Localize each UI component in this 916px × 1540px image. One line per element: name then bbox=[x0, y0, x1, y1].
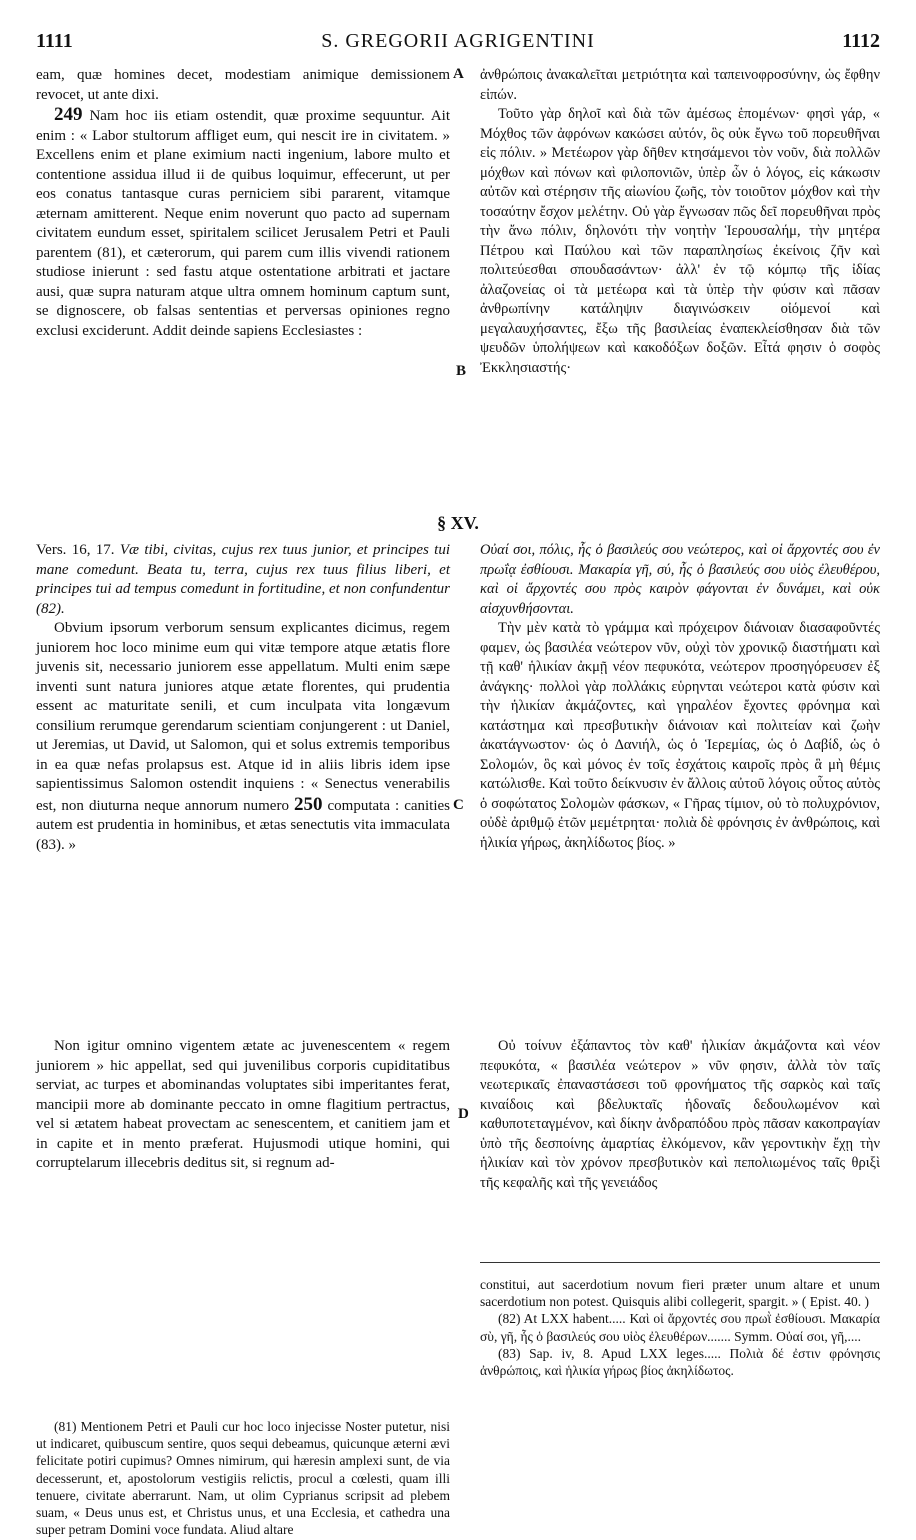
margin-marker-d: D bbox=[458, 1106, 469, 1122]
margin-marker-a: A bbox=[453, 66, 464, 82]
latin-text: Obvium ipsorum verborum sensum explicantes dicimus, regem juniorem hoc loco minime eum qui vitæ tempore atque ætatis flore juvenis sit, necessario juniorem esse appellatum. Multi enim sæpe inventi sunt natura juniores atque ætate florentes, qui prudentia essent ac maturitate senili, et cum inculpata vita longævum consilium rerumque gerendarum scientiam conjungerent : ut Daniel, ut Jeremias, ut David, ut Salomon, qui et solus extremis temporibus in ea quæ nefas prolapsus est. Atque id in aliis libris idem ipse sapientissimus Salomon ostendit inquiens : « Senectus venerabilis est, non diuturna neque annorum numero bbox=[36, 620, 450, 814]
page-header bbox=[36, 30, 880, 58]
paragraph-number: 249 bbox=[54, 104, 83, 125]
page-number-right: 1112 bbox=[842, 30, 880, 52]
section-heading: § XV. bbox=[437, 513, 479, 533]
latin-paragraph-249 bbox=[36, 105, 450, 341]
latin-column-block1 bbox=[36, 66, 450, 341]
latin-column-block2 bbox=[36, 541, 450, 855]
greek-paragraph: Οὐ τοίνυν ἐξάπαντος τὸν καθ' ἡλικίαν ἀκμάζοντα καὶ νέον πεφυκότα, « βασιλέα νεώτερον » νῦν φησιν, ἀλλὰ τὸν ταῖς νεωτερικαῖς ἐπαναστάσεσι τοῦ φρονήματος τῆς σαρκὸς καὶ ταῖς κιναίδοις καὶ βδελυκταῖς ἡδοναῖς δεδουλωμένον καὶ καθυποτεταγμένον, καὶ δίκην ἀνδραπόδου πρὸς πᾶσαν κακοπραγίαν ὑπὸ τῆς δεσποίνης ἁμαρτίας ἑλκόμενον, κἂν γεροντικὴν ἔχῃ τὴν ἡλικίαν καὶ τὸν χρόνον πρεσβυτικὸν καὶ πεπολιωμένος ταῖς θριξὶ τῆς κεφαλῆς καὶ τῆς γενειάδος bbox=[480, 1038, 880, 1191]
footnotes-left bbox=[36, 1418, 450, 1538]
verse-quotation bbox=[36, 541, 450, 619]
latin-paragraph-250 bbox=[36, 619, 450, 855]
greek-verse-quotation: Οὐαί σοι, πόλις, ἧς ὁ βασιλεύς σου νεώτερος, καὶ οἱ ἄρχοντές σου ἐν πρωΐᾳ ἐσθίουσι. Μακαρία γῆ, σύ, ἧς ὁ βασιλεύς σου υἱὸς ἐλευθέρου, καὶ οἱ ἄρχοντές σου πρὸς καιρὸν φάγονται ἐν δυνάμει, καὶ οὐκ αἰσχυνθήσονται. bbox=[480, 542, 880, 617]
page-number-left: 1111 bbox=[36, 30, 73, 52]
latin-paragraph: Non igitur omnino vigentem ætate ac juvenescentem « regem juniorem » hic appellat, sed qui juvenilibus corporis cupiditatibus serviat, ac turpes et abominandas voluptates sibi imperitantes ferat, mancipii more ab dominante peccato in omne flagitium pertractus, vel si ætatem habeat provectam ac senescentem, et canitiem jam et in capite et in mento præferat. Hujusmodi utique homini, qui corruptelarum illecebris deditus sit, si regnum ad- bbox=[36, 1038, 450, 1171]
footnote-82: (82) At LXX habent..... Καὶ οἱ ἄρχοντές σου πρωῒ ἐσθίουσι. Μακαρία σὺ, γῆ, ἧς ὁ βασιλεύς σου υἱὸς ἐλευθέρων....... Symm. Οὐαί σοι, γῆ,.... bbox=[480, 1311, 880, 1344]
footnotes-right bbox=[480, 1276, 880, 1379]
verse-text: Væ tibi, civitas, cujus rex tuus junior, et principes tui mane comedunt. Beata tu, terra, cujus rex tuus filius liberi, et principes tui ad tempus comedunt in fortitudine, et non confundentur (82). bbox=[36, 542, 450, 617]
margin-marker-c: C bbox=[453, 797, 464, 813]
greek-column-block2 bbox=[480, 541, 880, 853]
greek-column-block1 bbox=[480, 66, 880, 378]
running-title: S. GREGORII AGRIGENTINI bbox=[321, 30, 595, 52]
footnote-83: (83) Sap. iv, 8. Apud LXX leges..... Πολιὰ δέ ἐστιν φρόνησις ἀνθρώποις, καὶ ἡλικία γήρως βίος ἀκηλίδωτος. bbox=[480, 1345, 880, 1379]
footnote-81-continued: constitui, aut sacerdotium novum fieri præter unum altare et unum sacerdotium non potest. Quisquis alibi collegerit, spargit. » ( Epist. 40. ) bbox=[480, 1277, 880, 1310]
greek-paragraph: Τοῦτο γὰρ δηλοῖ καὶ διὰ τῶν ἀμέσως ἑπομένων· φησὶ γάρ, « Μόχθος τῶν ἀφρόνων κακώσει αὐτόν, ὃς οὐκ ἔγνω τοῦ πορευθῆναι εἰς πόλιν. » Μετέωρον γὰρ δῆθεν κτησάμενοι τὸν νοῦν, διὰ πολλῶν μόχθων καὶ πόνων καὶ φιλοπονιῶν, ὑπὲρ ὧν ὁ λόγος, εἰς κάκωσιν αὐτῶν καὶ στέρησιν τῆς αἰωνίου ζωῆς, τὸν τοιοῦτον μόχθον καὶ τὴν τοσαύτην ἔσχον μελέτην. Οὐ γὰρ ἔγνωσαν πῶς δεῖ πορευθῆναι πρὸς τὴν ἄνω πόλιν, δηλονότι τὴν νοητὴν Ἱερουσαλήμ, τὴν μητέρα Πέτρου καὶ Παύλου καὶ τῶν παραπλησίως ἐκείνοις ζῆν καὶ πολιτεύεσθαι σπουδασάντων· ἀλλ' ἐν τῷ κόμπῳ τῆς ἰδίας ἀλαζονείας οἱ τὰ μετέωρα καὶ τὰ ὑπὲρ τὴν φύσιν καὶ πᾶσαν ἀνθρωπίνην κατάληψιν διαγινώσκειν οἰόμενοί καὶ μεγαλαυχήσαντες, ἔξω τῆς βασιλείας ἐναπεκλείσθησαν διὰ τῶν ψευδῶν ὑπολήψεων καὶ κακοδόξων δοξῶν. Εἶτά φησιν ὁ σοφὸς Ἐκκλησιαστής· bbox=[480, 106, 880, 376]
verse-label: Vers. 16, 17. bbox=[36, 542, 115, 558]
greek-paragraph: Τὴν μὲν κατὰ τὸ γράμμα καὶ πρόχειρον διάνοιαν διασαφοῦντές φαμεν, ὡς βασιλέα νεώτερον νῦν, οὐχὶ τὸν χρονικῷ διαστήματι καὶ τῇ καθ' ἡλικίαν ἀκμῇ νέον πεφυκότα, νεώτερον προσηγόρευσεν ἐξ ἀνάγκης· πολλοὶ γὰρ πολλάκις εὑρηνται νεώτεροι κατὰ φύσιν καὶ τὴν ἡλικίαν ἀκμάζοντες, καὶ γηραλέον ἔχοντες φρόνημα καὶ κατάστημα καὶ πρεσβυτικὴν διάνοιαν καὶ πολιτείαν καὶ ζωὴν ἀκατάγνωστον· ὡς ὁ Δανιήλ, ὡς ὁ Ἱερεμίας, ὡς ὁ Δαβίδ, ὡς ὁ Σολομών, ὃς καὶ μόνος ἐν τοῖς ἐσχάτοις καιροῖς πρὸς ἃ μὴ θέμις κατώλισθε. Καὶ τοῦτο δείκνυσιν ἐν ἄλλοις αὐτοῦ λόγοις οὗτος αὐτὸς ὁ σοφώτατος Σολομὼν φάσκων, « Γῆρας τίμιον, οὐ τὸ πολυχρόνιον, οὐδὲ ἀριθμῷ ἐτῶν μεμέτρηται· πολιὰ δὲ φρόνησις ἐν ἀνθρώποις, καὶ ἡλικία γήρως, ἀκηλίδωτος βίος. » bbox=[480, 620, 880, 851]
latin-column-block3 bbox=[36, 1037, 450, 1174]
latin-text: Nam hoc iis etiam ostendit, quæ proxime sequuntur. Ait enim : « Labor stultorum affliget eum, qui nescit ire in civitatem. » Excellens enim et plane eximium nacti ingenium, labore multo et contentione assidua illud ii de quibus loquimur, effecerunt, ut per eos conatus tantasque curas perniciem sibi pararent, vitamque æternam amitterent. Neque enim noverunt quo pacto ad supernam civitatem eundum esset, spiritalem scilicet Jerusalem Petri et Pauli parentem (81), et cæterorum, qui parem cum illis vivendi rationem studiose inierunt : sed fastu atque ostentatione arbitrati et jactare ausi, quæ supra naturam atque ultra omnem hominum captum sunt, se dignoscere, ob falsas sententias et perversas opiniones regno exclusi exciderunt. Addit deinde sapiens Ecclesiastes : bbox=[36, 108, 451, 339]
footnote-81: (81) Mentionem Petri et Pauli cur hoc loco injecisse Noster putetur, nisi ut indicaret, quibuscum sentire, quos sequi debeamus, quicunque æterni ævi felicitate potiri cupimus? Omnes nimirum, qui hæresin amplexi sunt, de via decesserunt, et, apostolorum vestigiis relictis, procul a cœlesti, quam illi tenuere, civitate aberrarunt. Nam, ut olim Cyprianus scripsit ad plebem suam, « Deus unus est, et Christus unus, et una Ecclesia, et cathedra una super petram Domini voce fundata. Aliud altare bbox=[36, 1419, 450, 1538]
margin-marker-b: B bbox=[456, 363, 467, 379]
latin-text-cont: computata : canities autem est prudentia in hominibus, et ætas senectutis vita immaculata (83). » bbox=[36, 797, 451, 853]
latin-paragraph-continued: eam, quæ homines decet, modestiam animique demissionem revocet, ut ante dixi. bbox=[36, 67, 450, 103]
greek-paragraph-continued: ἀνθρώποις ἀνακαλεῖται μετριότητα καὶ ταπεινοφροσύνην, ὡς ἔφθην εἰπών. bbox=[480, 67, 880, 103]
footnote-rule bbox=[480, 1262, 880, 1263]
paragraph-number: 250 bbox=[293, 793, 323, 815]
greek-column-block3 bbox=[480, 1037, 880, 1193]
